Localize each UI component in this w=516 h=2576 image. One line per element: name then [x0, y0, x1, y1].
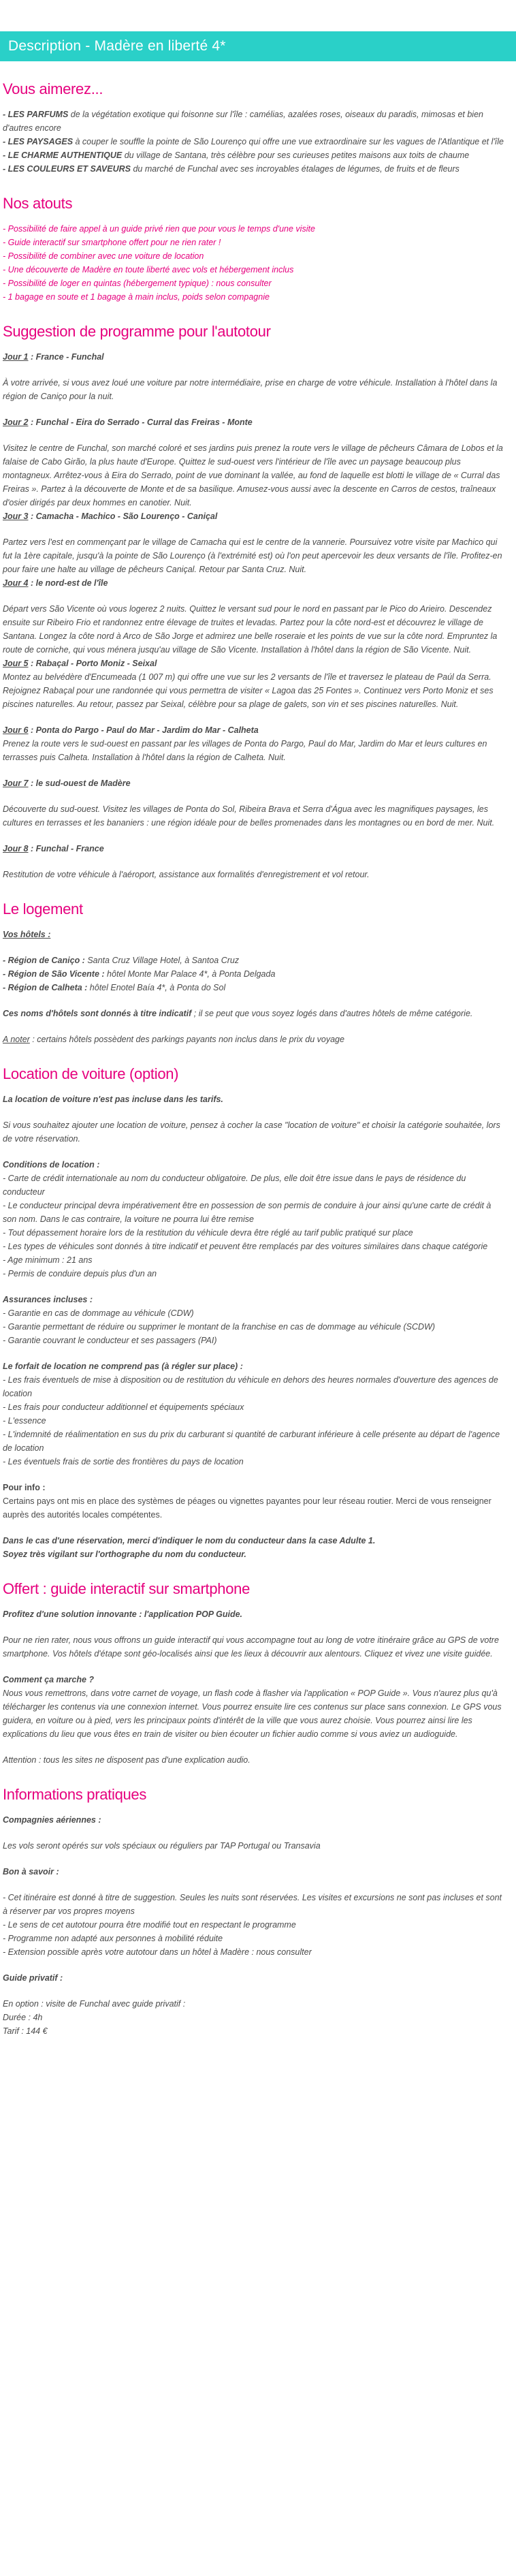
list-item: - Permis de conduire depuis plus d'un an: [3, 1269, 157, 1278]
day-text: Restitution de votre véhicule à l'aéroport, assistance aux formalités d'enregistrement et vol retour.: [3, 870, 370, 879]
day-heading: Jour 8 : Funchal - France: [3, 844, 104, 853]
hotels-heading: Vos hôtels :: [3, 930, 51, 939]
compagnies-text: Les vols seront opérés sur vols spéciaux ou réguliers par TAP Portugal ou Transavia: [3, 1841, 321, 1851]
list-item: - Possibilité de loger en quintas (hébergement typique) : nous consulter: [3, 279, 272, 288]
day-heading: Jour 3 : Camacha - Machico - São Lourenço - Caniçal: [3, 512, 218, 521]
list-item: - Garantie permettant de réduire ou supprimer le montant de la franchise en cas de dommage au véhicule (SCDW): [3, 1322, 436, 1332]
a-noter: A noter : certains hôtels possèdent des parkings payants non inclus dans le prix du voyage: [3, 1035, 344, 1044]
list-item: - Guide interactif sur smartphone offert pour ne rien rater !: [3, 238, 221, 247]
offert-intro-bold: Profitez d'une solution innovante : l'application POP Guide.: [3, 1609, 243, 1619]
list-item: - Cet itinéraire est donné à titre de suggestion. Seules les nuits sont réservées. Les visites et excursions ne sont pas incluses et sont à réserver par vos propres moyens: [3, 1893, 502, 1916]
content: [0, 80, 516, 2038]
list-item: - LES COULEURS ET SAVEURS du marché de Funchal avec ses incroyables étalages de légumes, de fruits et de fleurs: [3, 164, 459, 174]
list-item: - Programme non adapté aux personnes à mobilité réduite: [3, 1934, 223, 1943]
list-item: - L'indemnité de réalimentation en sus du prix du carburant si quantité de carburant inférieure à celle présente au départ de l'agence de location: [3, 1430, 500, 1453]
list-item: - Age minimum : 21 ans: [3, 1255, 93, 1265]
guide-line: En option : visite de Funchal avec guide privatif :: [3, 1999, 186, 2009]
list-item: - Le conducteur principal devra impérativement être en possession de son permis de conduire à jour ainsi qu'une carte de crédit à son nom. Dans le cas contraire, la voiture ne pourra lui être remise: [3, 1201, 491, 1224]
day-heading: Jour 7 : le sud-ouest de Madère: [3, 779, 131, 788]
guide-line: Durée : 4h: [3, 2013, 43, 2022]
day-heading: Jour 4 : le nord-est de l'île: [3, 578, 108, 588]
list-item: - LES PAYSAGES à couper le souffle la pointe de São Lourenço qui offre une vue extraordinaire sur les vagues de l'Atlantique et l'île: [3, 137, 504, 146]
day-text: Visitez le centre de Funchal, son marché coloré et ses jardins puis prenez la route vers le village de pêcheurs Câmara de Lobos et la falaise de Cabo Girão, la plus haute d'Europe. Quittez le sud-ouest vers l'intérieur de l'île avec un paysage beaucoup plus montagneux. Arrêtez-vous à Eira do Serrado, point de vue dominant la vallée, au fond de laquelle est blotti le village de « Curral das Freiras ». Partez à la découverte de Monte et de sa basilique. Amusez-vous aussi avec la descente en Carros de cestos, traîneaux d'osier dirigés par deux hommes en canotier. Nuit.: [3, 443, 503, 507]
vous-aimerez-list: [3, 108, 506, 176]
guide-line: Tarif : 144 €: [3, 2026, 48, 2036]
list-item: - LES PARFUMS de la végétation exotique qui foisonne sur l'île : camélias, azalées roses, oiseaux du paradis, mimosas et bien d'autres encore: [3, 110, 483, 133]
comment-heading: Comment ça marche ?: [3, 1675, 95, 1684]
page: [0, 31, 516, 2065]
info-text: Certains pays ont mis en place des systèmes de péages ou vignettes payantes pour leur réseau routier. Merci de vous renseigner auprès des autorités locales compétentes.: [3, 1496, 491, 1520]
comment-text: Nous vous remettrons, dans votre carnet de voyage, un flash code à flasher via l'application « POP Guide ». Vous n'aurez plus qu'à télécharger les contenus via une connexion internet. Vous pourrez ensuite lire ces contenus sur place sans connexion. Le GPS vous guidera, en voiture ou à pied, vers les principaux points d'intérêt de la ville que vous aurez choisie. Vous pourrez ainsi lire les explications du lieu que vous êtes en train de visiter ou bien écouter un fichier audio comme si vous aviez un audioguide.: [3, 1688, 502, 1739]
list-item: - Carte de crédit internationale au nom du conducteur obligatoire. De plus, elle doit être issue dans le pays de résidence du conducteur: [3, 1174, 466, 1197]
list-item: - Le sens de cet autotour pourra être modifié tout en respectant le programme: [3, 1920, 296, 1930]
hotels-note: Ces noms d'hôtels sont donnés à titre indicatif ; il se peut que vous soyez logés dans d'autres hôtels de même catégorie.: [3, 1009, 473, 1018]
list-item: - Possibilité de combiner avec une voiture de location: [3, 251, 204, 261]
section-title-programme: Suggestion de programme pour l'autotour: [3, 323, 271, 340]
day-text: Découverte du sud-ouest. Visitez les villages de Ponta do Sol, Ribeira Brava et Serra d'Água avec les magnifiques paysages, les cultures en terrasses et les bananiers : une région idéale pour de belles promenades dans les montagnes ou en bord de mer. Nuit.: [3, 804, 495, 828]
list-item: - Les frais éventuels de mise à disposition ou de restitution du véhicule en dehors des heures normales d'ouverture des agences de location: [3, 1375, 498, 1398]
list-item: - Possibilité de faire appel à un guide privé rien que pour vous le temps d'une visite: [3, 224, 315, 234]
day-heading: Jour 5 : Rabaçal - Porto Moniz - Seixal: [3, 659, 157, 668]
day-text: À votre arrivée, si vous avez loué une voiture par notre intermédiaire, prise en charge de votre véhicule. Installation à l'hôtel dans la région de Caniço pour la nuit.: [3, 378, 498, 401]
day-heading: Jour 2 : Funchal - Eira do Serrado - Curral das Freiras - Monte: [3, 418, 253, 427]
conditions-heading: Conditions de location :: [3, 1160, 100, 1169]
list-item: - Tout dépassement horaire lors de la restitution du véhicule devra être réglé au tarif public pratiqué sur place: [3, 1228, 413, 1238]
day-text: Montez au belvédère d'Encumeada (1 007 m) qui offre une vue sur les 2 versants de l'île et traversez le plateau de Paúl da Serra. Rejoignez Rabaçal pour une randonnée qui vous permettra de visiter « Lagoa das 25 Fontes ». Continuez vers Porto Moniz et ses piscines naturelles. Au retour, passez par Seixal, célèbre pour sa plage de galets, son vin et ses piscines naturelles. Nuit.: [3, 672, 494, 709]
list-item: - LE CHARME AUTHENTIQUE du village de Santana, très célèbre pour ses curieuses petites maisons aux toits de chaume: [3, 151, 470, 160]
forfait-heading: Le forfait de location ne comprend pas (à régler sur place) :: [3, 1362, 243, 1371]
atouts-list: [3, 222, 506, 304]
day-text: Partez vers l'est en commençant par le village de Camacha qui est le centre de la vannerie. Poursuivez votre visite par Machico qui fut la 1ère capitale, jusqu'à la pointe de São Lourenço (à l'extrémité est) où l'on peut apercevoir les deux versants de l'île. Profitez-en pour faire une halte au village de pêcheurs Caniçal. Retour par Santa Cruz. Nuit.: [3, 537, 502, 574]
driver-warning: Dans le cas d'une réservation, merci d'indiquer le nom du conducteur dans la case Adulte 1.: [3, 1536, 376, 1545]
guide-heading: Guide privatif :: [3, 1973, 63, 1983]
info-heading: Pour info :: [3, 1483, 46, 1492]
page-title-banner: Description - Madère en liberté 4*: [0, 31, 516, 61]
location-intro: Si vous souhaitez ajouter une location de voiture, pensez à cocher la case "location de voiture" et choisir la catégorie souhaitée, lors de votre réservation.: [3, 1120, 500, 1144]
section-title-infos: Informations pratiques: [3, 1786, 147, 1803]
list-item: - Les éventuels frais de sortie des frontières du pays de location: [3, 1457, 244, 1466]
list-item: - Une découverte de Madère en toute liberté avec vols et hébergement inclus: [3, 265, 294, 274]
day-heading: Jour 6 : Ponta do Pargo - Paul do Mar - Jardim do Mar - Calheta: [3, 725, 259, 735]
assurances-heading: Assurances incluses :: [3, 1295, 93, 1304]
hotel-item: - Région de São Vicente : hôtel Monte Mar Palace 4*, à Ponta Delgada: [3, 969, 276, 979]
list-item: - Les frais pour conducteur additionnel et équipements spéciaux: [3, 1402, 244, 1412]
section-title-atouts: Nos atouts: [3, 195, 73, 212]
compagnies-heading: Compagnies aériennes :: [3, 1815, 101, 1825]
hotel-item: - Région de Calheta : hôtel Enotel Baía 4*, à Ponta do Sol: [3, 983, 226, 992]
section-title-location: Location de voiture (option): [3, 1065, 179, 1082]
day-text: Prenez la route vers le sud-ouest en passant par les villages de Ponta do Pargo, Paul do Mar, Jardim do Mar et leurs cultures en terrasses puis Calheta. Installation à l'hôtel dans la région de Calheta. Nuit.: [3, 739, 487, 762]
section-title-vous-aimerez: Vous aimerez...: [3, 80, 103, 97]
list-item: - L'essence: [3, 1416, 46, 1426]
section-title-logement: Le logement: [3, 900, 83, 917]
day-text: Départ vers São Vicente où vous logerez 2 nuits. Quittez le versant sud pour le nord en passant par le Pico do Arieiro. Descendez ensuite sur Ribeiro Frio et randonnez entre élevage de truites et levadas. Partez pour la côte nord-est et découvrez le village de Santana. Longez la côte nord à Arco de São Jorge et admirez une belle roseraie et les points de vue sur la côte nord. Empruntez la route de corniche, qui vous ménera jusqu'au village de São Vicente. Installation à l'hôtel dans la région de São Vicente. Nuit.: [3, 604, 498, 655]
attention-text: Attention : tous les sites ne disposent pas d'une explication audio.: [3, 1755, 251, 1765]
driver-warning: Soyez très vigilant sur l'orthographe du nom du conducteur.: [3, 1550, 246, 1559]
section-title-offert: Offert : guide interactif sur smartphone: [3, 1580, 250, 1597]
day-heading: Jour 1 : France - Funchal: [3, 352, 104, 362]
list-item: - Garantie en cas de dommage au véhicule (CDW): [3, 1308, 194, 1318]
offert-intro: Pour ne rien rater, nous vous offrons un guide interactif qui vous accompagne tout au long de votre itinéraire grâce au GPS de votre smartphone. Vos hôtels d'étape sont géo-localisés ainsi que les lieux à découvrir aux alentours. Cliquez et vivez une visite guidée.: [3, 1635, 499, 1659]
list-item: - Garantie couvrant le conducteur et ses passagers (PAI): [3, 1336, 217, 1345]
list-item: - 1 bagage en soute et 1 bagage à main inclus, poids selon compagnie: [3, 292, 270, 302]
bon-heading: Bon à savoir :: [3, 1867, 59, 1876]
list-item: - Extension possible après votre autotour dans un hôtel à Madère : nous consulter: [3, 1947, 312, 1957]
list-item: - Les types de véhicules sont donnés à titre indicatif et peuvent être remplacés par des voitures similaires dans chaque catégorie: [3, 1242, 488, 1251]
location-intro-bold: La location de voiture n'est pas incluse dans les tarifs.: [3, 1095, 223, 1104]
programme-days: [3, 350, 506, 881]
hotel-item: - Région de Caniço : Santa Cruz Village Hotel, à Santoa Cruz: [3, 956, 240, 965]
